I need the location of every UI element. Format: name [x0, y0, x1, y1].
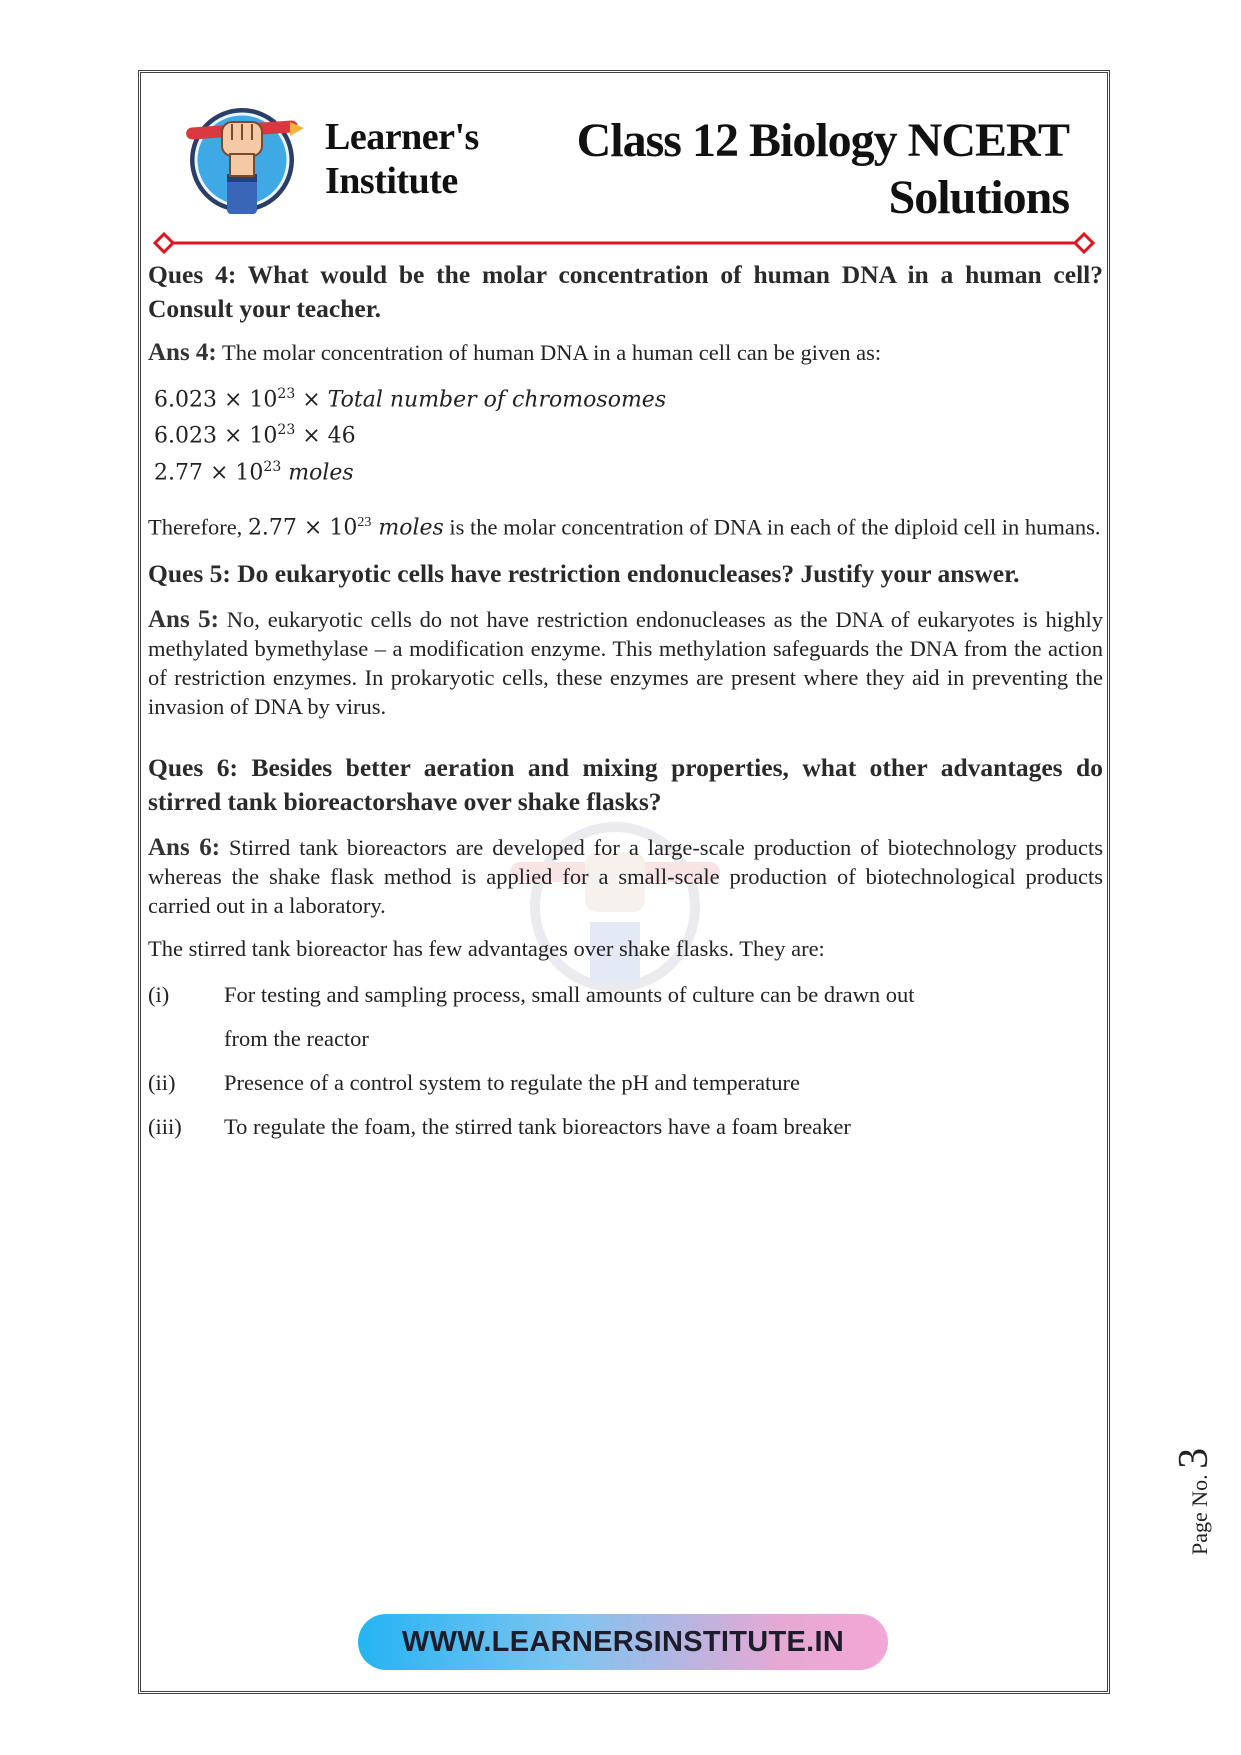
divider-diamond-left-icon — [155, 234, 173, 252]
brand-name — [325, 115, 479, 203]
answer-text: The molar concentration of human DNA in a human cell can be given as: — [221, 340, 882, 365]
divider-diamond-right-icon — [1075, 234, 1093, 252]
answer-5 — [148, 605, 1103, 721]
list-item: (ii) Presence of a control system to regulate the pH and temperature — [148, 1070, 801, 1096]
question-5: Ques 5: Do eukaryotic cells have restriction endonucleases? Justify your answer. — [148, 559, 1020, 589]
advantages-intro: The stirred tank bioreactor has few advantages over shake flasks. They are: — [148, 936, 825, 962]
equation-block — [148, 379, 1103, 488]
answer-label: Ans 5: — [148, 606, 219, 634]
brand-line-1: Learner's — [325, 116, 479, 158]
advantages-list — [148, 973, 1103, 1149]
list-item: (iii) To regulate the foam, the stirred tank bioreactors have a foam breaker — [148, 1114, 851, 1140]
learners-institute-logo-icon — [180, 100, 304, 218]
main-content — [148, 258, 1103, 1149]
equation-line-3: $2.77 \times 10^{23}$ moles — [154, 458, 354, 485]
title-line-1: Class 12 Biology NCERT — [576, 114, 1069, 167]
website-link[interactable]: WWW.LEARNERSINSTITUTE.IN — [358, 1614, 888, 1670]
answer-6 — [148, 833, 1103, 920]
page-number: Page No. 3 — [1171, 1447, 1217, 1555]
header-divider — [152, 232, 1096, 254]
answer-text: Stirred tank bioreactors are developed for a large-scale production of biotechnology products whereas the shake flask method is applied for a small-scale production of biotechnological products carried out in a laboratory. — [148, 835, 1104, 919]
answer-4 — [148, 338, 1103, 367]
list-item: (i) For testing and sampling process, small amounts of culture can be drawn out — [148, 982, 915, 1008]
answer-label: Ans 6: — [148, 834, 221, 862]
question-4: Ques 4: What would be the molar concentration of human DNA in a human cell? Consult your teacher. — [148, 260, 1103, 323]
answer-text: No, eukaryotic cells do not have restriction endonucleases as the DNA of eukaryotes is highly methylated bymethylase – a modification enzyme. This methylation safeguards the DNA from the action of restriction enzymes. In prokaryotic cells, these enzymes are present where they aid in preventing the invasion of DNA by virus. — [148, 607, 1103, 720]
brand-line-2: Institute — [325, 160, 458, 202]
list-item-continuation: from the reactor — [224, 1026, 369, 1052]
conclusion-4: Therefore, $2.77 \times 10^{23}$ moles is the molar concentration of DNA in each of the diploid cell in humans. — [148, 514, 1101, 541]
answer-label: Ans 4: — [148, 339, 217, 366]
equation-line-1: $6.023 \times 10^{23}$ × Total number of chromosomes — [154, 386, 667, 413]
question-6: Ques 6: Besides better aeration and mixing properties, what other advantages do stirred tank bioreactorshave over shake flasks? — [148, 753, 1103, 817]
page-title — [577, 112, 1069, 226]
title-line-2: Solutions — [888, 171, 1069, 224]
equation-line-2: $6.023 \times 10^{23} \times 46$ — [154, 422, 356, 449]
